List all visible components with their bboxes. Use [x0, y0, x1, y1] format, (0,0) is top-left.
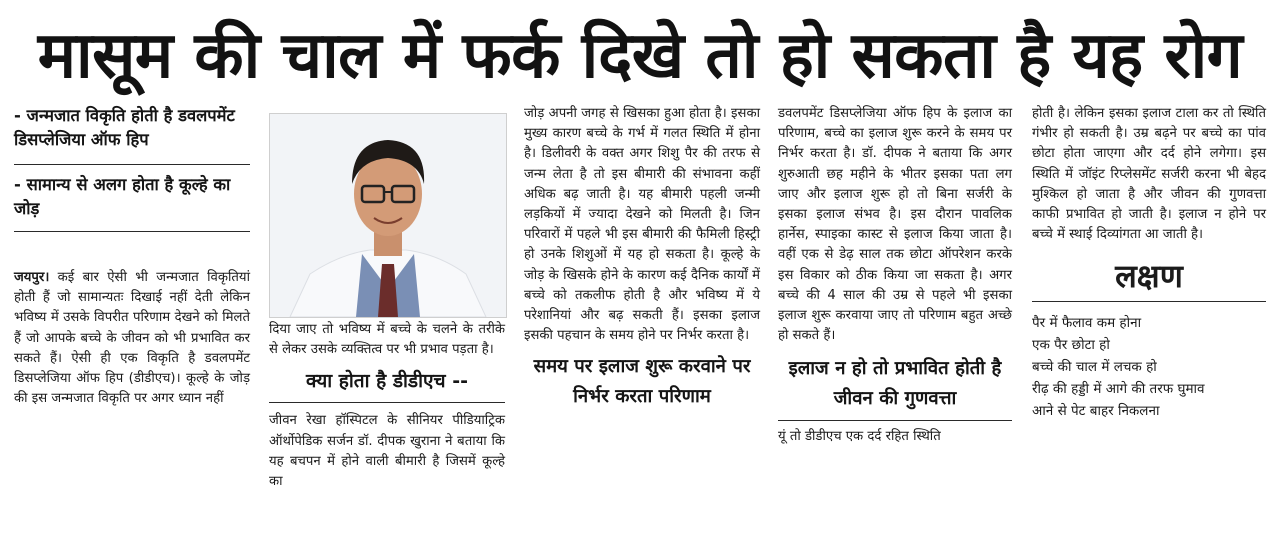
list-item: आने से पेट बाहर निकलना [1032, 403, 1160, 420]
column-5 [1032, 104, 1266, 422]
kicker-2: - सामान्य से अलग होता है कूल्हे का जोड़ [14, 175, 231, 218]
divider [1032, 301, 1266, 302]
column-1 [14, 104, 250, 409]
divider [14, 164, 250, 165]
headline: मासूम की चाल में फर्क दिखे तो हो सकता है यह रोग [37, 19, 1243, 93]
column-2-body-2: जीवन रेखा हॉस्पिटल के सीनियर पीडियाट्रिक ऑर्थोपेडिक सर्जन डॉ. दीपक खुराना ने बताया कि यह बचपन में होने वाली बीमारी है जिसमें कूल्हे का [269, 413, 505, 490]
kicker-1: - जन्मजात विकृति होती है डवलपमेंट डिसप्लेजिया ऑफ हिप [14, 106, 235, 149]
subhead-what-is-ddh: क्या होता है डीडीएच -- [306, 370, 468, 393]
column-3 [524, 104, 760, 412]
intro-body: कई बार ऐसी भी जन्मजात विकृतियां होती हैं जो सामान्यतः दिखाई नहीं देती लेकिन भविष्य में उसके विपरीत परिणाम देखने को मिलते हैं जो आपके बच्चे के जीवन को भी प्रभावित कर सकते हैं। ऐसी ही एक विकृति है डवलपमेंट डिसप्लेजिया ऑफ हिप (डीडीएच)। कूल्हे के जोड़ की इस जन्मजात विकृति पर अगर ध्यान नहीं [14, 270, 250, 407]
dateline: जयपुर। [14, 270, 50, 285]
column-4-tail: यूं तो डीडीएच एक दर्द रहित स्थिति [778, 429, 941, 445]
symptoms-heading: लक्षण [1115, 257, 1183, 296]
symptoms-list [1032, 312, 1266, 422]
column-3-body: जोड़ अपनी जगह से खिसका हुआ होता है। इसका मुख्य कारण बच्चे के गर्भ में गलत स्थिति में होना है। डिलीवरी के वक्त अगर शिशु पैर की तरफ से जन्म लेता है तो इस बीमारी की संभावना कहीं अधिक बढ़ जाती है। यह बीमारी पहली जन्मी लड़कियों में ज्यादा देखने को मिलती है। जिन परिवारों में पहले भी इस बीमारी की फैमिली हिस्ट्री हो उनके शिशुओं में यह हो सकता है। कूल्हे के जोड़ के खिसके होने के कारण कई दैनिक कार्यों में बच्चे को तकलीफ होती है और भविष्य में ये परेशानियां और बढ़ सकती हैं। इसका इलाज इसकी पहचान के समय होने पर निर्भर करता है। [524, 106, 760, 344]
column-5-body: होती है। लेकिन इसका इलाज टाला कर तो स्थिति गंभीर हो सकती है। उम्र बढ़ने पर बच्चे का पांव छोटा होता जाएगा और दर्द होने लगेगा। इस स्थिति में जॉइंट रिप्लेसमेंट सर्जरी करना भी बेहद मुश्किल हो जाता है और जीवन की गुणवत्ता काफी प्रभावित हो जाती है। इलाज न होने पर बच्चे में स्थाई दिव्यांगता आ जाती है। [1032, 106, 1266, 243]
divider [14, 231, 250, 232]
column-4-body: डवलपमेंट डिसप्लेजिया ऑफ हिप के इलाज का परिणाम, बच्चे का इलाज शुरू करने के समय पर निर्भर करता है। डॉ. दीपक ने बताया कि अगर शुरुआती छह महीने के भीतर इसका पता लग जाए और इलाज शुरू हो तो बिना सर्जरी के इसका इलाज संभव है। इस दौरान पावलिक हार्नेस, स्पाइका कास्ट से इलाज किया जाता है। वहीं एक से डेढ़ साल तक छोटा ऑपरेशन करके इस विकार को ठीक किया जा सकता है। अगर बच्चे की 4 साल की उम्र से पहले भी इसका इलाज शुरू करवाया जाए तो परिणाम बहुत अच्छे हो सकते हैं। [778, 106, 1012, 344]
intro-paragraph [14, 268, 250, 409]
divider [778, 420, 1012, 421]
doctor-portrait-image [270, 114, 506, 317]
list-item: रीढ़ की हड्डी में आगे की तरफ घुमाव [1032, 381, 1205, 398]
column-2-body-1: दिया जाए तो भविष्य में बच्चे के चलने के तरीके से लेकर उसके व्यक्तित्व पर भी प्रभाव पड़ता है। [269, 322, 505, 358]
doctor-photo [269, 113, 507, 318]
list-item: बच्चे की चाल में लचक हो [1032, 359, 1157, 376]
divider [269, 402, 505, 403]
subhead-timely-treatment: समय पर इलाज शुरू करवाने पर निर्भर करता परिणाम [533, 356, 751, 408]
column-4 [778, 104, 1012, 448]
subhead-quality-of-life: इलाज न हो तो प्रभावित होती है जीवन की गुणवत्ता [788, 358, 1002, 410]
column-2 [269, 320, 505, 492]
list-item: पैर में फैलाव कम होना [1032, 315, 1142, 332]
list-item: एक पैर छोटा हो [1032, 337, 1110, 354]
